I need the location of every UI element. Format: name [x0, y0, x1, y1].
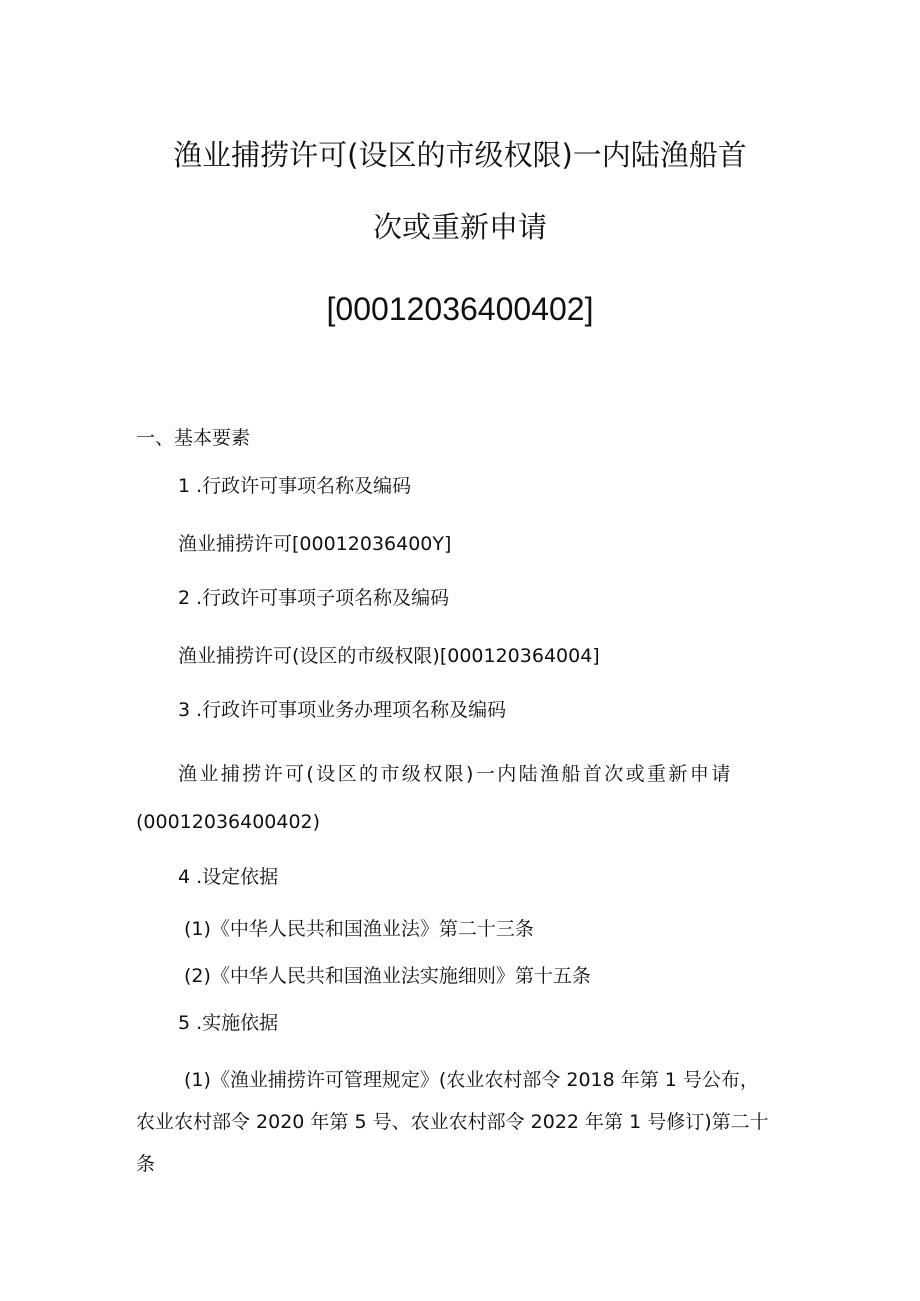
item-5-heading: 5 .实施依据 [178, 1012, 279, 1034]
item-4-basis-1: (1)《中华人民共和国渔业法》第二十三条 [184, 918, 534, 940]
section-heading-basic-elements: 一、基本要素 [136, 427, 251, 449]
item-5-basis-1-line-1: (1)《渔业捕捞许可管理规定》(农业农村部令 2018 年第 1 号公布， [184, 1069, 759, 1091]
item-2-value: 渔业捕捞许可(设区的市级权限)[000120364004] [178, 645, 600, 667]
item-3-value-line-2: (00012036400402) [136, 811, 321, 833]
item-3-value-line-1: 渔业捕捞许可(设区的市级权限)一内陆渔船首次或重新申请 [178, 763, 733, 785]
item-4-basis-2: (2)《中华人民共和国渔业法实施细则》第十五条 [184, 965, 591, 987]
document-title-line-2: 次或重新申请 [372, 210, 547, 244]
item-5-basis-1-line-2: 农业农村部令 2020 年第 5 号、农业农村部令 2022 年第 1 号修订)第二十 [136, 1111, 769, 1133]
item-4-heading: 4 .设定依据 [178, 866, 279, 888]
item-3-heading: 3 .行政许可事项业务办理项名称及编码 [178, 699, 507, 721]
item-5-basis-1-line-3: 条 [136, 1153, 156, 1175]
item-1-heading: 1 .行政许可事项名称及编码 [178, 475, 412, 497]
item-2-heading: 2 .行政许可事项子项名称及编码 [178, 587, 450, 609]
document-title-code: [00012036400402] [326, 291, 594, 327]
document-title-line-1: 渔业捕捞许可(设区的市级权限)一内陆渔船首 [173, 138, 747, 172]
item-1-value: 渔业捕捞许可[00012036400Y] [178, 533, 452, 555]
